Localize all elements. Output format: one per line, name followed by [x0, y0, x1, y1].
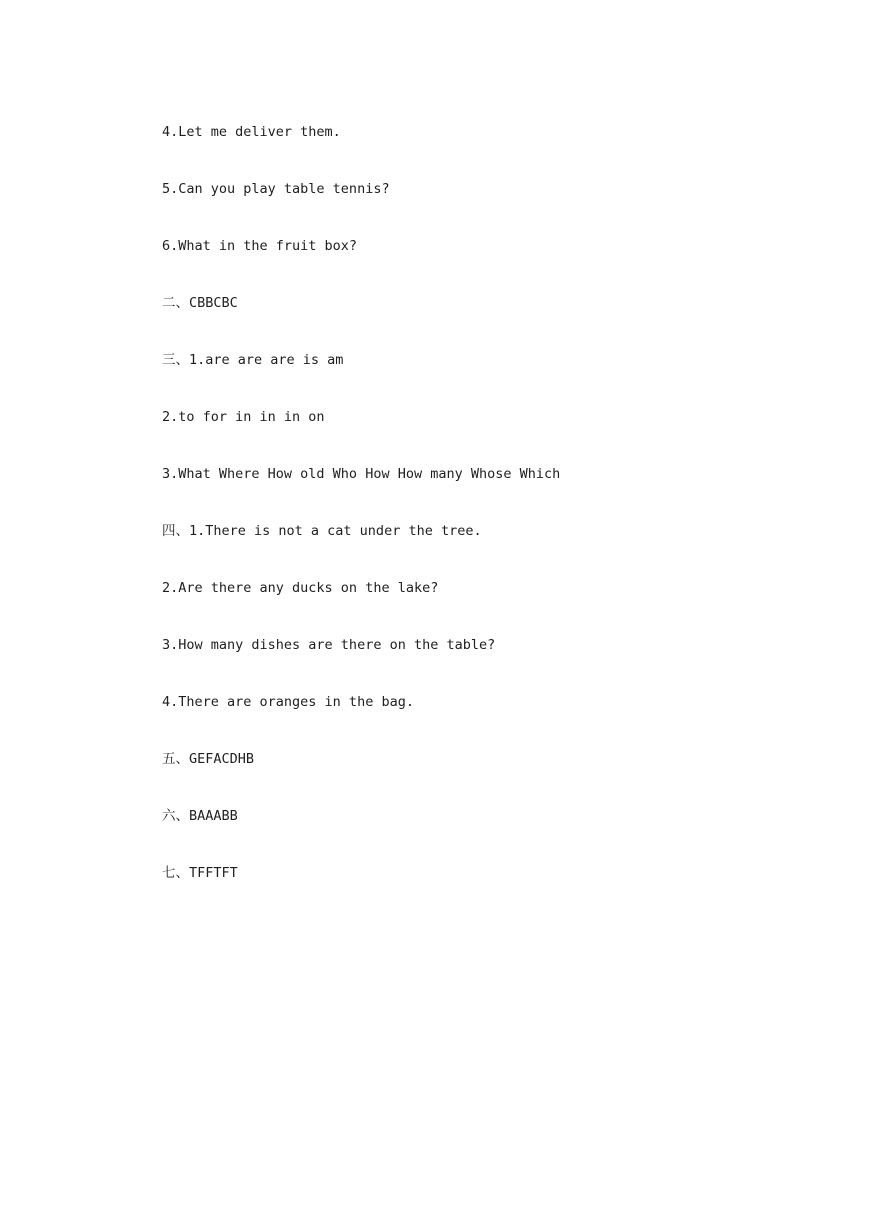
answer-line: 5.Can you play table tennis?: [162, 181, 390, 197]
section-answer-line: 三、1.are are are is am: [162, 352, 344, 368]
section-answer-line: 二、CBBCBC: [162, 295, 238, 311]
section-answer-line: 六、BAAABB: [162, 808, 238, 824]
answer-list: [162, 122, 812, 920]
answer-line: 2.Are there any ducks on the lake?: [162, 580, 439, 596]
answer-line: 2.to for in in in on: [162, 409, 325, 425]
answer-line: 3.How many dishes are there on the table?: [162, 637, 496, 653]
answer-line: 4.Let me deliver them.: [162, 124, 341, 140]
answer-line: 6.What in the fruit box?: [162, 238, 358, 254]
section-answer-line: 七、TFFTFT: [162, 865, 238, 881]
section-answer-line: 五、GEFACDHB: [162, 751, 255, 767]
section-answer-line: 四、1.There is not a cat under the tree.: [162, 523, 482, 539]
answer-line: 4.There are oranges in the bag.: [162, 694, 414, 710]
answer-line: 3.What Where How old Who How How many Whose Which: [162, 466, 561, 482]
